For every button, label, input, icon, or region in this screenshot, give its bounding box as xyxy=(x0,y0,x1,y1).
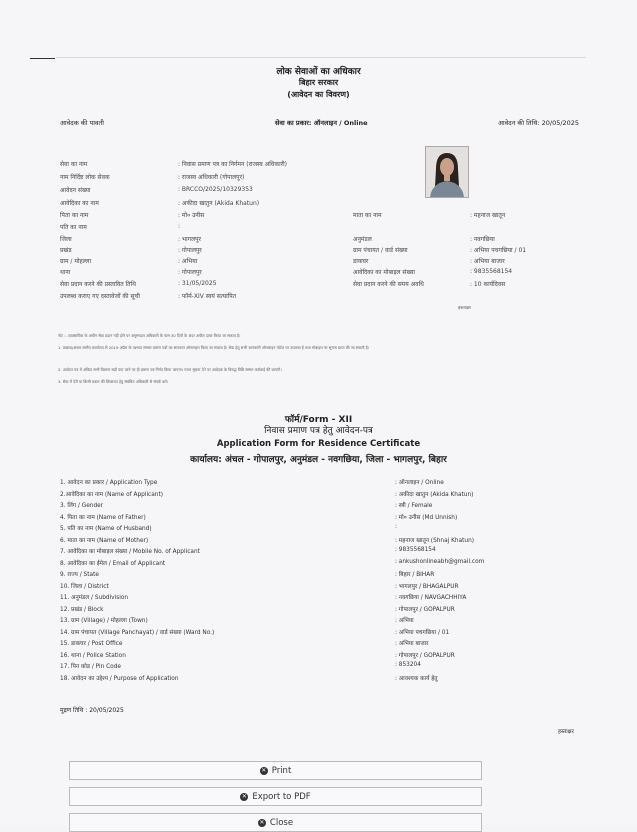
detail-label: ग्राम पंचायत / वार्ड संख्या xyxy=(353,247,408,254)
detail-value: : अभिया पचगछिया / 01 xyxy=(470,247,527,254)
detail-value: : राजस्व अधिकारी (गोपालपुर) xyxy=(178,174,245,181)
detail-value: : भागलपुर xyxy=(178,236,202,243)
form-field-value: : बिहार / BIHAR xyxy=(395,572,435,578)
form-field-label: 8. आवेदिका का ईमेल / Email of Applicant xyxy=(60,560,166,567)
form-field-label: 11. अनुमंडल / Subdivision xyxy=(60,595,129,601)
form-field-value: : आवश्यक कार्य हेतु xyxy=(395,675,438,682)
detail-value: : BRCCO/2025/10329353 xyxy=(178,186,253,193)
form-field-value: : अकीदा खातुन (Akida Khatun) xyxy=(395,491,474,498)
export-label: Export to PDF xyxy=(252,791,311,802)
form-field-label: 18. आवेदन का उद्देश्य / Purpose of Application xyxy=(60,675,179,682)
close-icon: ✕ xyxy=(259,818,265,826)
form-field-value: : 9835568154 xyxy=(395,547,436,553)
form-field-value: : 853204 xyxy=(395,662,421,668)
detail-label: सेवा प्रदान करने की समय अवधि xyxy=(353,281,424,288)
form-field-label: 2.आवेदिका का नाम (Name of Applicant) xyxy=(60,491,164,498)
detail-value: : गोपालपुर xyxy=(178,247,202,254)
form-field-label: 5. पति का नाम (Name of Husband) xyxy=(60,526,152,532)
detail-value: : 10 कार्यदिवस xyxy=(470,281,506,288)
divider xyxy=(30,58,55,59)
form-field-label: 4. पिता का नाम (Name of Father) xyxy=(60,514,146,521)
acknowledgement-label: आवेदक की पावती xyxy=(60,119,104,127)
close-label: Close xyxy=(269,817,294,828)
detail-label: उपलब्ध कराए गए दस्तावेजों की सूची xyxy=(60,293,140,300)
detail-label: थाना xyxy=(60,269,71,276)
form-field-value: : अभिया बाजार xyxy=(395,641,429,647)
form-field-label: 16. थाना / Police Station xyxy=(60,652,126,659)
note-text: 1. प्रखण्ड/अंचल स्तरीय कार्यालय से 2019 अप्रैल के पश्चात समस्त प्रमाण पत्रों का सत्यापन ऑनलाइन किया जा सकता है। सेवा हेतु सभी जानकारी ऑनलाइन पोर्टल पर उपलब्ध है तथा मोबाइल पर सूचना प्राप्त की जा सकती है। xyxy=(58,345,370,350)
form-field-value: : नवगछिया / NAVGACHHIYA xyxy=(395,595,467,601)
form-title-english: Application Form for Residence Certificate xyxy=(216,439,421,449)
detail-label: आवेदिका का नाम xyxy=(60,200,99,207)
detail-value: : xyxy=(178,223,181,230)
office-line: कार्यालय: अंचल - गोपालपुर, अनुमंडल - नवगछिया, जिला - भागलपुर, बिहार xyxy=(190,455,447,465)
form-field-value: : xyxy=(395,524,397,530)
form-field-label: 13. ग्राम (Village) / मोहल्ला (Town) xyxy=(60,618,148,624)
print-button[interactable] xyxy=(69,761,482,780)
form-field-value: : स्त्री / Female xyxy=(395,503,433,509)
detail-label: सेवा प्रदान करने की प्रस्तावित तिथि xyxy=(60,281,136,288)
print-date: मुद्रण तिथि : 20/05/2025 xyxy=(60,707,124,714)
form-field-value: : ऑनलाइन / Online xyxy=(395,480,444,486)
detail-label: अनुमंडल xyxy=(353,236,372,243)
detail-value: : फॉर्म-XIV स्वयं सत्यापित xyxy=(178,293,237,300)
applicant-photo xyxy=(425,146,469,198)
detail-label: पिता का नाम xyxy=(60,212,89,219)
detail-label: जिला xyxy=(60,236,72,243)
note-text: 3. सेवा में देरी या किसी प्रकार की शिकायत हेतु संबंधित अधिकारी से संपर्क करें। xyxy=(58,379,169,384)
form-field-value: : मो० उनीस (Md Unnish) xyxy=(395,514,458,521)
detail-label: माता का नाम xyxy=(353,212,382,219)
form-title: फॉर्म/Form - XII xyxy=(284,415,353,425)
close-button[interactable] xyxy=(69,813,482,832)
print-label: Print xyxy=(271,765,292,776)
form-field-label: 3. लिंग / Gender xyxy=(60,503,104,509)
form-field-label: 12. प्रखंड / Block xyxy=(60,606,104,613)
detail-value: : अभिया बाजार xyxy=(470,258,505,265)
form-field-value: : अभिया xyxy=(395,618,414,624)
service-type: सेवा का प्रकार: ऑनलाइन / Online xyxy=(275,119,368,127)
form-field-label: 7. आवेदिका का मोबाइल संख्या / Mobile No. of Applicant xyxy=(60,549,200,555)
note-text: 2. आवेदन पत्र में अंकित सभी विवरण सही पाए जाने पर ही प्रमाण पत्र निर्गत किया जाएगा। गलत सूचना देने पर आवेदक के विरुद्ध विधि सम्मत कार्रवाई की जाएगी। xyxy=(58,367,282,372)
form-field-label: 9. राज्य / State xyxy=(60,572,99,578)
form-field-value: : गोपालपुर / GOPALPUR xyxy=(395,606,455,613)
form-field-label: 17. पिन कोड / Pin Code xyxy=(60,664,121,670)
detail-label: सेवा का नाम xyxy=(60,161,88,168)
detail-value: : नवगछिया xyxy=(470,236,495,243)
form-field-value: : अभिया पचगछिया / 01 xyxy=(395,629,450,636)
detail-value: : अकीदा खातुन (Akida Khatun) xyxy=(178,200,260,207)
detail-value: : 31/05/2025 xyxy=(178,280,217,287)
header-caption: (आवेदन का विवरण) xyxy=(287,90,350,99)
print-icon: ✕ xyxy=(261,766,267,774)
detail-value: : गोपालपुर xyxy=(178,269,202,276)
form-field-label: 1. आवेदन का प्रकार / Application Type xyxy=(60,480,158,486)
detail-label: ग्राम / मोहल्ला xyxy=(60,258,92,265)
detail-value: : निवास प्रमाण पत्र का निर्गमन (राजस्व अधिकारी) xyxy=(178,161,287,168)
form-title-hindi: निवास प्रमाण पत्र हेतु आवेदन-पत्र xyxy=(264,426,373,436)
detail-label: आवेदन संख्या xyxy=(60,187,91,194)
form-field-label: 14. ग्राम पंचायत (Village Panchayat) / वार्ड संख्या (Ward No.) xyxy=(60,629,215,636)
note-text: नोट :- व्यवसायिक के अधीन सेवा प्रदान नहीं होने पर अनुमण्डल अधिकारी के पास 30 दिनों के अंदर अपील दायर किया जा सकता है। xyxy=(58,333,241,338)
detail-label: नाम निर्दिष्ट लोक सेवक xyxy=(60,174,110,181)
form-field-label: 6. माता का नाम (Name of Mother) xyxy=(60,537,149,544)
detail-value: : महनाज खातून xyxy=(470,212,506,219)
detail-label: प्रखंड xyxy=(60,247,72,254)
export-pdf-button[interactable] xyxy=(69,787,482,806)
divider xyxy=(56,57,586,58)
header-subtitle: बिहार सरकार xyxy=(298,78,339,87)
detail-value: : मो० उनीस xyxy=(178,212,205,219)
header-title: लोक सेवाओं का अधिकार xyxy=(276,67,361,77)
form-field-label: 10. जिला / District xyxy=(60,583,109,590)
form-field-label: 15. डाकघर / Post Office xyxy=(60,641,123,647)
signature-label: हस्ताक्षर xyxy=(558,729,574,735)
signature-label: हस्ताक्षर xyxy=(458,306,471,311)
detail-value: : अभिया xyxy=(178,258,198,265)
detail-label: आवेदिका का मोबाइल संख्या xyxy=(353,269,415,276)
detail-label: पति का नाम xyxy=(60,224,87,231)
form-field-value: : ankushonlineabh@gmail.com xyxy=(395,558,485,565)
detail-value: : 9835568154 xyxy=(470,268,513,275)
export-icon: ✕ xyxy=(241,792,247,800)
detail-label: डाकघर xyxy=(353,258,369,265)
form-field-value: : महनाज खातून (Shnaj Khatun) xyxy=(395,537,475,544)
form-field-value: : भागलपुर / BHAGALPUR xyxy=(395,583,459,590)
form-field-value: : गोपालपुर / GOPALPUR xyxy=(395,652,455,659)
application-date: आवेदन की तिथि: 20/05/2025 xyxy=(498,119,580,127)
